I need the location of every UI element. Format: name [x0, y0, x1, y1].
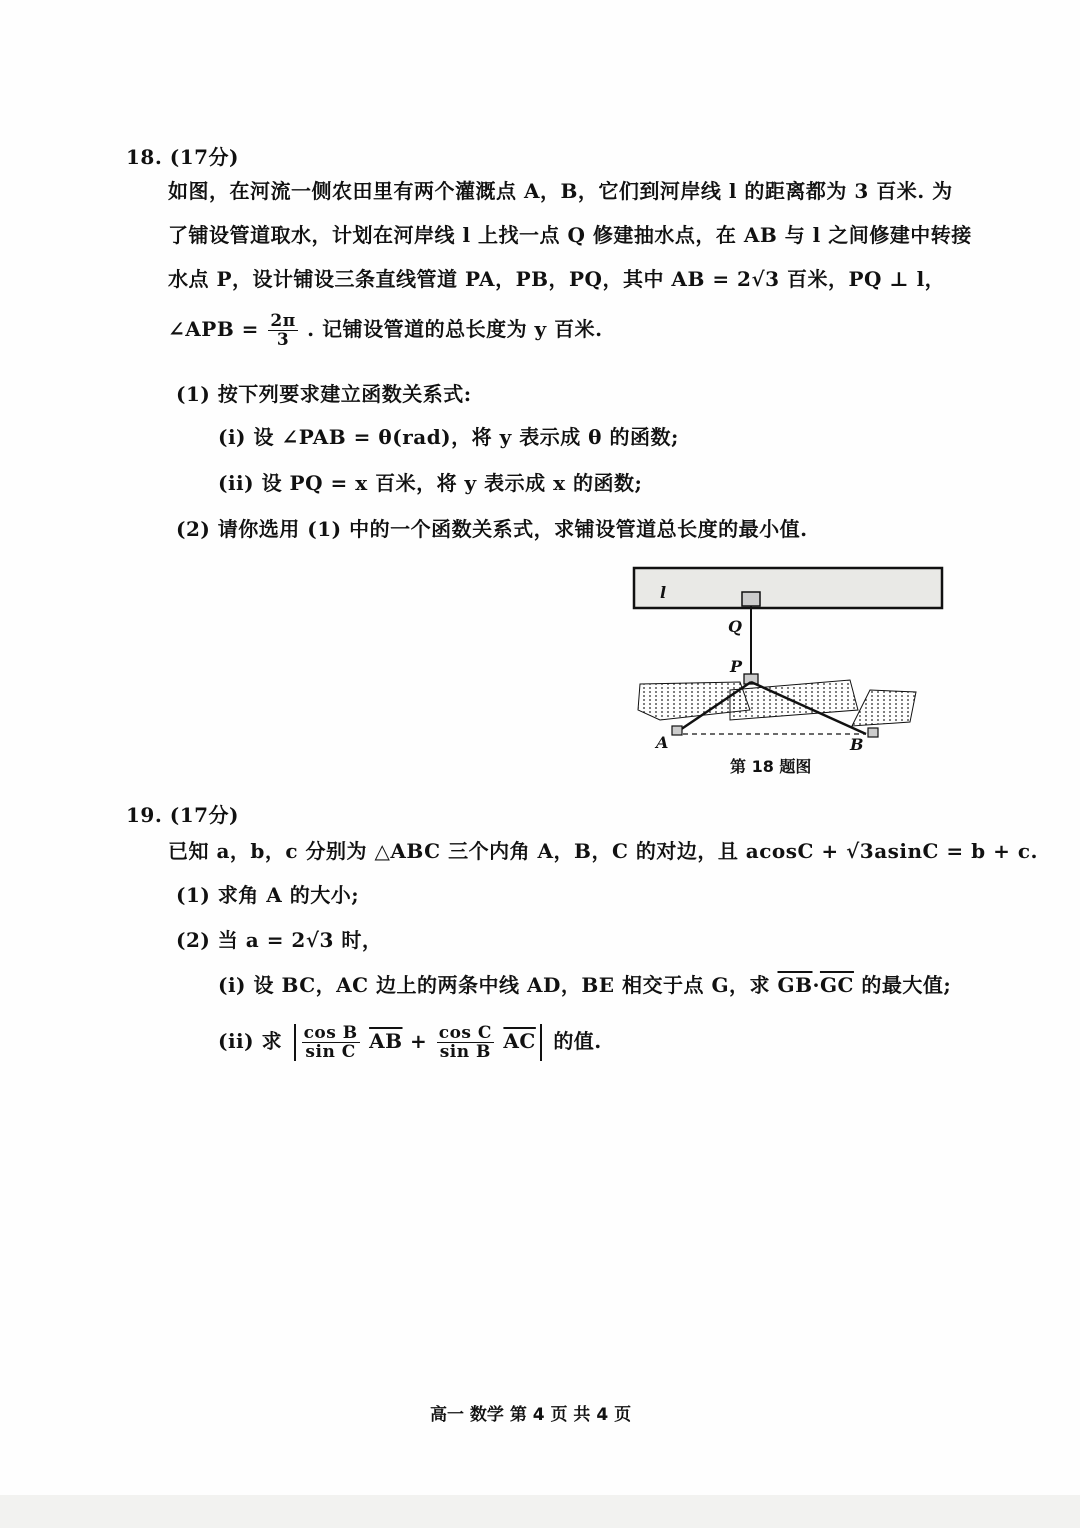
pump-station-icon: [742, 592, 760, 606]
label-l: l: [660, 583, 667, 602]
irrigation-point-b-icon: [868, 728, 878, 737]
irrigation-point-a-icon: [672, 726, 682, 735]
fraction-cosc-sinb: [437, 1024, 494, 1061]
q18-part2: (2) 请你选用 (1) 中的一个函数关系式，求铺设管道总长度的最小值.: [176, 517, 808, 541]
fraction-cosb-sinc: [302, 1024, 360, 1061]
frac1-denominator: sin C: [305, 1042, 356, 1062]
angle-fraction: [268, 312, 297, 349]
q18-figure: [630, 562, 950, 762]
label-b: B: [850, 735, 864, 754]
plus-operator: +: [409, 1029, 428, 1053]
absolute-value-expression: [294, 1024, 542, 1061]
q18-line1: 如图，在河流一侧农田里有两个灌溉点 A，B，它们到河岸线 l 的距离都为 3 百米. 为: [168, 179, 953, 203]
q18-angle-line: [168, 312, 603, 349]
q18-part1-ii: (ii) 设 PQ = x 百米，将 y 表示成 x 的函数;: [218, 471, 643, 495]
river-bank: [634, 568, 942, 608]
q19-part2-ii: [218, 1024, 602, 1061]
angle-numerator: 2π: [270, 311, 296, 331]
field-right: [852, 690, 916, 726]
vector-gb: $\overline{GB}$: [777, 973, 813, 997]
q19-part2: (2) 当 a = 2√3 时，: [176, 928, 383, 952]
part2-i-prefix: (i) 设 BC，AC 边上的两条中线 AD，BE 相交于点 G，求: [218, 973, 771, 997]
angle-denominator: 3: [276, 330, 290, 350]
label-p: P: [730, 657, 743, 676]
q19-part2-i: [218, 972, 951, 998]
q18-line2: 了铺设管道取水，计划在河岸线 l 上找一点 Q 修建抽水点，在 AB 与 l 之间修建中转接: [168, 223, 972, 247]
frac2-numerator: cos C: [438, 1023, 492, 1043]
q19-header: 19. (17分): [126, 803, 240, 827]
figure-caption: 第 18 题图: [730, 757, 812, 776]
frac2-denominator: sin B: [439, 1042, 491, 1062]
q18-part1: (1) 按下列要求建立函数关系式:: [176, 382, 472, 406]
angle-prefix: ∠APB =: [168, 317, 259, 341]
label-q: Q: [728, 617, 742, 636]
q18-header: 18. (17分): [126, 145, 240, 169]
q18-line3: 水点 P，设计铺设三条直线管道 PA，PB，PQ，其中 AB = 2√3 百米，PQ ⊥ l，: [168, 267, 946, 291]
label-a: A: [656, 733, 669, 752]
page-footer: 高一 数学 第 4 页 共 4 页: [430, 1405, 632, 1425]
vector-ac: $\overline{AC}$: [503, 1029, 536, 1053]
part2-ii-prefix: (ii) 求: [218, 1029, 283, 1053]
bottom-strip: [0, 1495, 1080, 1528]
angle-suffix: . 记铺设管道的总长度为 y 百米.: [307, 317, 603, 341]
q19-line1: 已知 a，b，c 分别为 △ABC 三个内角 A，B，C 的对边，且 acosC + √3asinC = b + c.: [168, 839, 1038, 863]
part2-i-suffix: 的最大值;: [861, 973, 952, 997]
frac1-numerator: cos B: [303, 1023, 358, 1043]
dot-operator: ·: [812, 973, 820, 997]
field-middle: [730, 680, 858, 720]
part2-ii-suffix: 的值.: [553, 1029, 602, 1053]
q18-part1-i: (i) 设 ∠PAB = θ(rad)，将 y 表示成 θ 的函数;: [218, 425, 679, 449]
vector-ab: $\overline{AB}$: [369, 1029, 403, 1053]
vector-gc: $\overline{GC}$: [819, 973, 854, 997]
q19-part1: (1) 求角 A 的大小;: [176, 883, 360, 907]
